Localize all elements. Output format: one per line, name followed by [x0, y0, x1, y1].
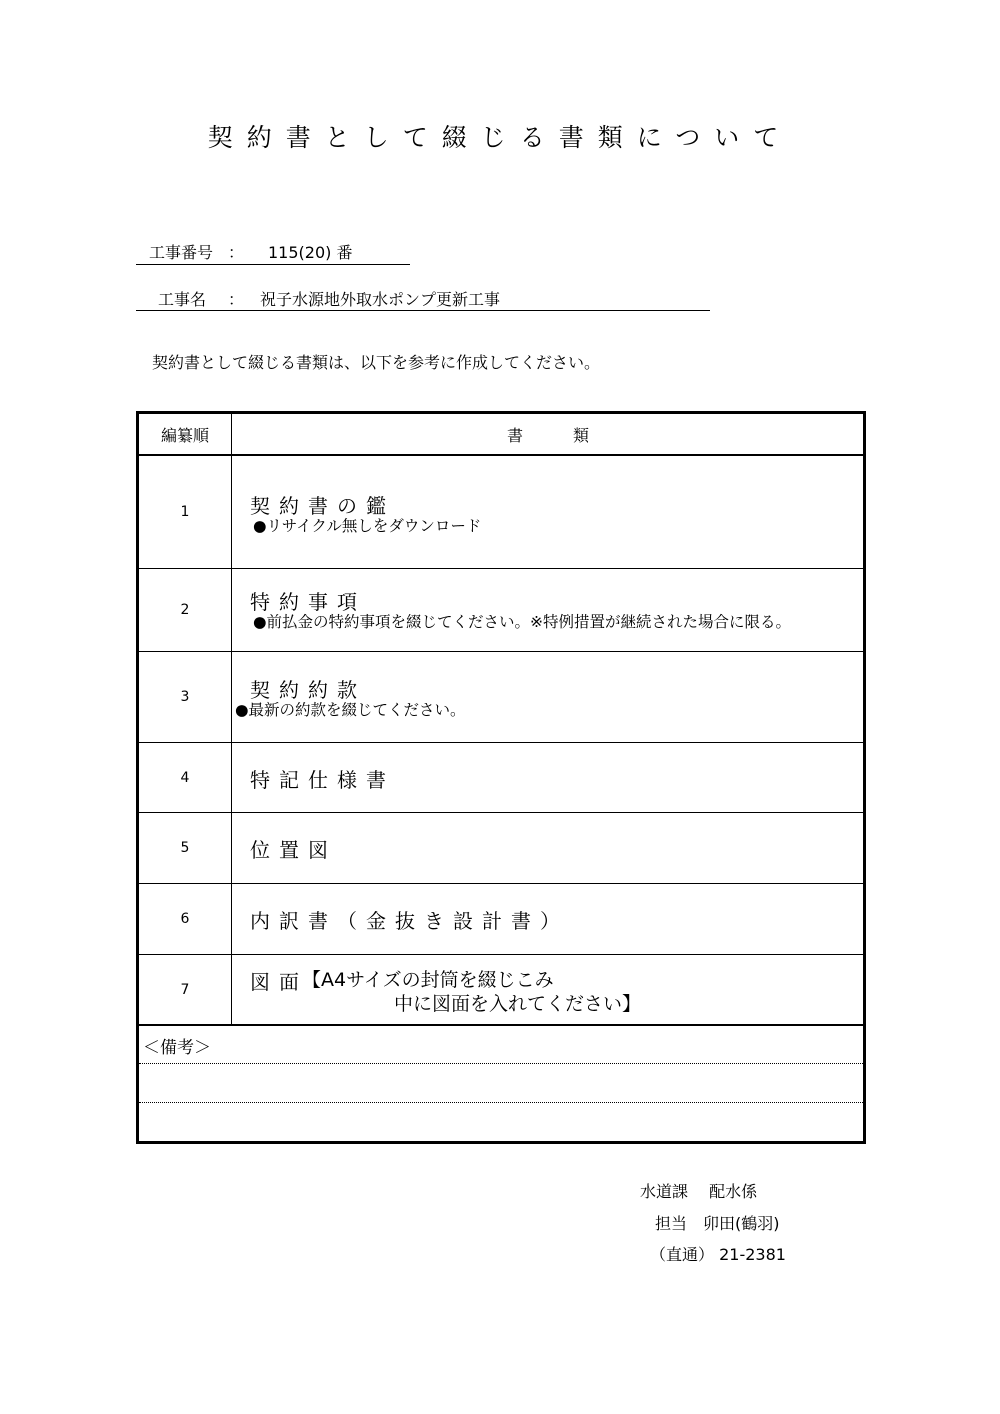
remarks-area	[139, 1027, 863, 1141]
construction-name-underline	[136, 310, 710, 311]
row-number: 2	[139, 569, 232, 651]
construction-name-label: 工事名	[158, 290, 207, 309]
construction-name-colon: ：	[228, 290, 245, 309]
row-number: 6	[139, 884, 232, 954]
remarks-dotted-line	[139, 1102, 863, 1103]
footer-department: 水道課 配水係	[640, 1182, 758, 1201]
construction-number-value: 115(20) 番	[268, 243, 353, 262]
document-name: 特約事項	[250, 590, 366, 614]
document-note-line-2: 中に図面を入れてください】	[394, 993, 642, 1015]
document-note-line-1: 【A4サイズの封筒を綴じこみ	[302, 969, 554, 991]
table-row	[139, 813, 863, 884]
document-name: 契約書の鑑	[250, 494, 395, 518]
footer-person: 担当 卯田(鶴羽)	[655, 1214, 780, 1233]
construction-number-colon: ：	[228, 243, 245, 262]
construction-name-value: 祝子水源地外取水ポンプ更新工事	[260, 290, 501, 309]
document-name: 内訳書（金抜き設計書）	[250, 909, 569, 933]
row-document	[233, 652, 863, 742]
document-note: ●最新の約款を綴じてください。	[235, 701, 466, 719]
table-header	[139, 414, 863, 456]
intro-text: 契約書として綴じる書類は、以下を参考に作成してください。	[152, 353, 601, 372]
table-row	[139, 456, 863, 569]
document-name: 特記仕様書	[250, 768, 395, 792]
document-note: ●リサイクル無しをダウンロード	[253, 517, 482, 535]
row-number: 3	[139, 652, 232, 742]
row-document	[233, 813, 863, 883]
order-column-header: 編纂順	[139, 414, 232, 454]
document-name: 位置図	[250, 838, 337, 862]
document-title: 契約書として綴じる書類について	[207, 123, 793, 152]
remarks-dotted-line	[139, 1063, 863, 1064]
table-row	[139, 652, 863, 743]
document-note: ●前払金の特約事項を綴じてください。※特例措置が継続された場合に限る。	[253, 613, 792, 631]
document-name: 図面	[250, 970, 308, 994]
documents-column-header: 書類	[506, 425, 639, 445]
documents-table	[136, 411, 866, 1144]
row-document	[233, 569, 863, 651]
document-name: 契約約款	[250, 678, 366, 702]
row-document	[233, 955, 863, 1024]
table-row	[139, 955, 863, 1026]
row-document	[233, 743, 863, 812]
construction-number-label: 工事番号	[149, 243, 214, 262]
table-row	[139, 569, 863, 652]
table-row	[139, 743, 863, 813]
row-number: 1	[139, 456, 232, 568]
row-document	[233, 456, 863, 568]
row-number: 5	[139, 813, 232, 883]
construction-number-underline	[136, 264, 410, 265]
row-number: 7	[139, 955, 232, 1024]
footer-phone: （直通） 21-2381	[650, 1245, 786, 1264]
table-row	[139, 884, 863, 955]
remarks-label: ＜備考＞	[143, 1038, 211, 1058]
construction-name-field	[136, 287, 710, 313]
construction-number-field	[136, 240, 410, 266]
row-document	[233, 884, 863, 954]
row-number: 4	[139, 743, 232, 812]
